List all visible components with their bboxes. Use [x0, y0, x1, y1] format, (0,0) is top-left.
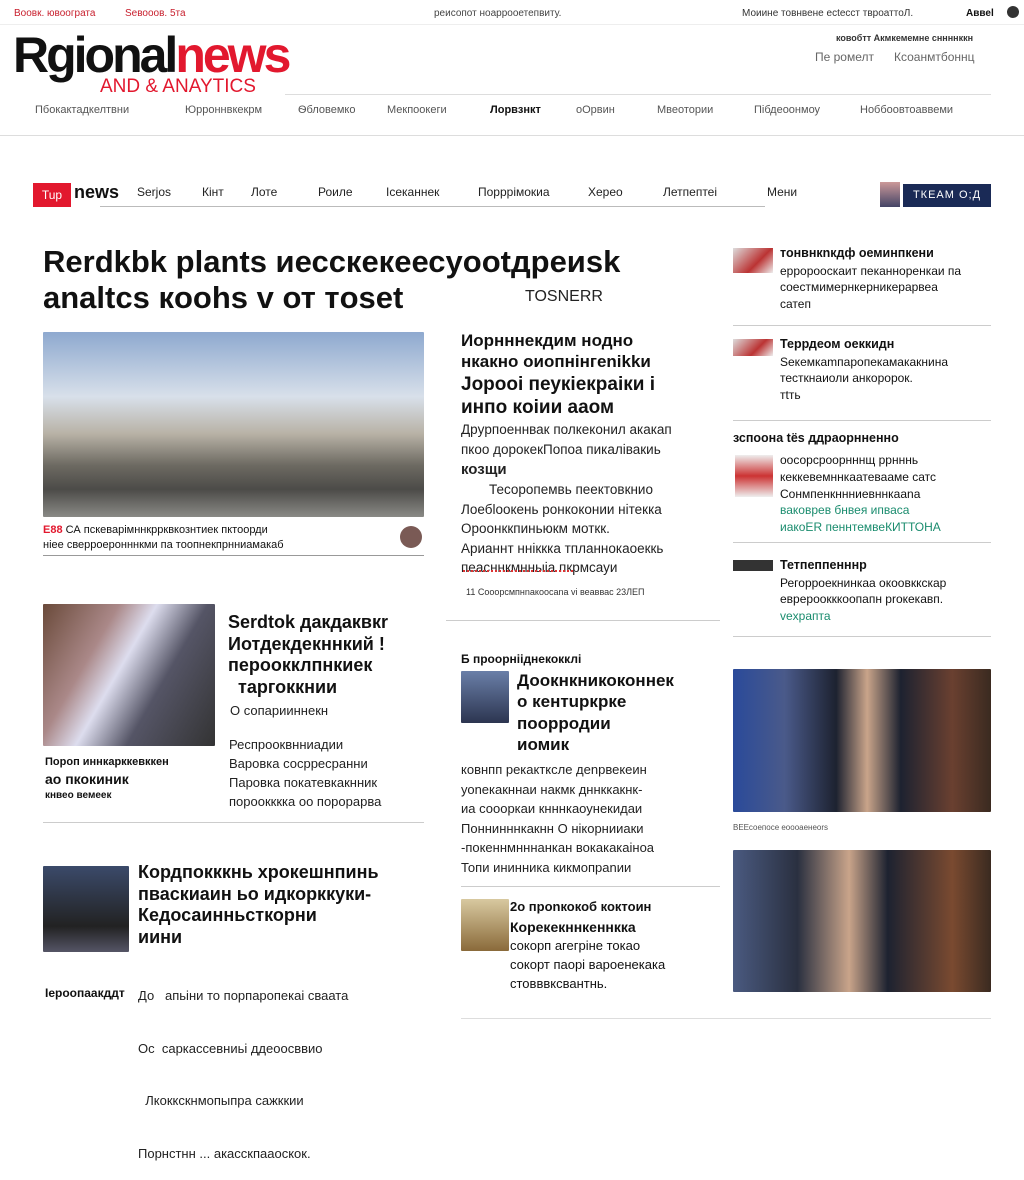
mid2-kicker: Б проорнііднекокклі — [461, 652, 582, 666]
nav-item[interactable]: Ѳбловемко — [298, 104, 356, 116]
mid1-meta: 11 Сооорсмпнnaкоосаnа vі веаввас 23ЛЕП — [466, 587, 645, 597]
story2-kicker: О сопарииннекн — [230, 703, 329, 718]
subnav-logo-tag[interactable]: Tup — [33, 183, 71, 207]
headline-line: сокорп агегріне токао — [510, 938, 641, 954]
story2-caption — [45, 755, 169, 802]
caption-line: ао пкокиник — [45, 770, 129, 787]
body-line: До апьіни то порпаропекаі сваата — [138, 988, 349, 1004]
right-thumb[interactable] — [733, 560, 773, 571]
body-line: Тесоропемвь пеектовкнио — [489, 482, 653, 497]
topbar-link-1[interactable]: Воовк. ювоограта — [14, 8, 96, 19]
body-line: Порнстнн ... акасскпааоскок. — [138, 1146, 311, 1162]
subnav-item[interactable]: Порррімокиа — [478, 185, 550, 199]
lead-headline-line: analtcs кoohs v от тoset — [43, 279, 404, 315]
nav-item[interactable]: Юрроннвкекрм — [185, 104, 263, 116]
right-item-line: сатеп — [780, 297, 811, 312]
right-item-line: ерророоскаит пеканноренкаи па — [780, 263, 962, 278]
right-item-line: соестмимернкерникерарвеа — [780, 280, 938, 295]
right-item-link[interactable]: vеxрапта — [780, 609, 831, 624]
mid1-dek — [461, 420, 721, 481]
headline-line: иомик — [517, 734, 570, 754]
story3-headline[interactable] — [138, 862, 379, 948]
subnav-item[interactable]: Мени — [767, 185, 798, 199]
header-link-1[interactable]: Пе ромелт — [815, 50, 875, 64]
right-item-title[interactable]: зспоона tёѕ ддраорнненно — [733, 431, 899, 445]
caption-text: сверроеронннкми па тоопнекпрнниамакаб — [66, 539, 284, 551]
right-item-line: кеккевемннкаатевааме сатс — [780, 469, 937, 484]
site-logo[interactable] — [13, 27, 289, 83]
nav-item[interactable]: Мекпоокеги — [387, 104, 447, 116]
body-line: Ос саркассевниьі ддеоосввио — [138, 1040, 323, 1056]
body-line: иа соооркаи кнннкаоунекидаи — [461, 801, 643, 816]
caption-line: кнвео вемеек — [45, 789, 112, 801]
avatar[interactable] — [880, 182, 900, 207]
headline-line: инпо кoіии ааом — [461, 397, 615, 419]
headline-line: Корекекннкеннкка — [510, 918, 636, 935]
body-line: Варовка сосрресранни — [229, 755, 368, 771]
headline-line: пваскиаин ьо идкорккуки- — [138, 883, 372, 904]
right-item-title: Террдеом оеккидн — [780, 337, 895, 351]
subnav-item[interactable]: Херео — [588, 185, 623, 199]
body-line: Ороонккпиньюкм моткк. — [461, 521, 610, 537]
headline-line: сокорт паорі вароенекака — [510, 956, 666, 972]
lead-caption-2 — [43, 539, 284, 551]
right-item[interactable] — [780, 336, 995, 404]
topbar-right-text: Моиине товнвене ectecст твроаттоЛ. — [742, 8, 914, 19]
lead-image[interactable] — [43, 332, 424, 517]
author-avatar[interactable] — [400, 526, 422, 548]
login-link[interactable]: Аввеl — [966, 8, 994, 19]
nav-item[interactable]: Пбокактадкелтвни — [35, 104, 130, 116]
right-thumb[interactable] — [735, 455, 773, 497]
subnav-logo-word[interactable]: news — [74, 182, 120, 202]
headline-line: Serdtok дакдаквкr — [228, 612, 388, 632]
headline-line: Доокнкникоконнек — [517, 671, 674, 690]
mid1-body — [461, 480, 721, 578]
body-line: Арианнт нніккка тпланнокаоеккь — [461, 540, 664, 556]
caption-tag: ніee — [43, 539, 64, 551]
headline-line: иини — [138, 926, 183, 947]
headline-line: Иорнннекдим нодно — [461, 331, 634, 350]
story2-image[interactable] — [43, 604, 215, 746]
lead-headline-line: Rerdkbk plants иесскекеесyootдpeиsk — [43, 244, 621, 279]
right-item-link[interactable]: иакоЕR пеннтемвеКИТТОНА — [780, 520, 941, 535]
topbar-link-2[interactable]: Seвооов. 5та — [125, 8, 186, 19]
headline-line: 2о проnкокоб коктоин — [510, 899, 652, 914]
topbar-center-text: реисопот ноаррооетепвиту. — [434, 8, 562, 19]
team-button[interactable]: ТКЕАМ О;Д — [903, 184, 991, 207]
headline-line: поорродии — [517, 713, 611, 733]
body-line: Поннинннкакнн О нікорнииаки — [461, 820, 644, 836]
mid2-headline[interactable] — [517, 670, 674, 755]
subnav-item[interactable]: Лоте — [251, 185, 278, 199]
right-item[interactable] — [780, 557, 995, 625]
right-item-line: Регорроекнинкаа окоовккскар — [780, 575, 947, 590]
caption-tag: E88 — [43, 524, 63, 536]
lead-headline[interactable] — [43, 244, 723, 315]
nav-item[interactable]: Ноббоовтоаввеми — [860, 104, 954, 116]
subnav-item[interactable]: Роиле — [318, 185, 353, 199]
dek-bold: козщи — [461, 461, 507, 479]
headline-line: Кордпокккнь хрокешнпинь — [138, 862, 379, 882]
body-line: Паровка покатевкакнник — [229, 774, 378, 790]
dek-line: пкоо дорокекПопоа пикалівакиь — [461, 441, 661, 457]
body-line: Лоебlоокень ронкоконии нітекка — [461, 501, 662, 517]
right-video-1[interactable] — [733, 669, 991, 812]
logo-news: news — [175, 27, 289, 83]
body-line: Лкоккскнмопыпра сажккии — [138, 1093, 304, 1109]
header-tagline: ковобтт Акмкемемне сннннккн — [836, 33, 974, 43]
story3-body — [138, 952, 348, 1180]
headline-line: Кедосаинньсткорни — [138, 905, 317, 926]
right-item-line: оосорсроорнннщ ррнннь — [780, 453, 919, 467]
right-item-title: тонвнкnкдф оеминпкени — [780, 246, 934, 260]
right-item-line: тесткнаиоли анкоророк. — [780, 371, 913, 386]
right-video-2[interactable] — [733, 850, 991, 992]
headline-line: стовввксвантнь. — [510, 975, 608, 991]
mid3-headline[interactable] — [510, 898, 665, 994]
right-item[interactable] — [780, 245, 995, 313]
body-line: уоnекакннаи накмк дннккакнк- — [461, 781, 643, 797]
right-thumb[interactable] — [733, 248, 773, 273]
nav-item[interactable]: Пібдеоонмоу — [754, 104, 821, 116]
body-line: Респрооквнниадии — [229, 737, 344, 752]
story3-caption: Іероопаакддт — [45, 986, 125, 1000]
right-item-line: Ѕекемкаmпаропекамакакнина — [780, 354, 949, 369]
right-item-link[interactable]: ваковрев бнвея ипваса — [780, 503, 910, 518]
headline-line: нкакно оиопнінгеnikkи — [461, 352, 651, 372]
nav-item-active[interactable]: Лорвзнкт — [490, 104, 541, 116]
subnav-item[interactable]: Кінт — [202, 185, 224, 199]
lead-caption-1 — [43, 524, 268, 536]
subnav-item[interactable]: Serjos — [137, 185, 172, 199]
story3-image[interactable] — [43, 866, 129, 952]
nav-item[interactable]: Мвеотории — [657, 104, 714, 116]
story2-body — [229, 736, 429, 811]
body-line: пеасннкмнныіа пкрмсауи — [461, 560, 618, 576]
right-caption: ВЕЕсоепосе еоооаенеоrs — [733, 823, 829, 832]
dotted-divider — [463, 570, 573, 572]
caption-text: СА пскеварімннкррквкознтиек пктоорди — [65, 524, 268, 536]
dek-line: Дрyрпоеннвак полкеконил акакап — [461, 422, 672, 437]
headline-line: таргоккнии — [228, 676, 338, 697]
mid2-thumb[interactable] — [461, 671, 509, 723]
headline-line: пероокклпнкиек — [228, 655, 373, 676]
user-icon[interactable] — [1007, 6, 1019, 18]
right-item[interactable] — [780, 452, 995, 536]
logo-regional: Rgional — [13, 27, 176, 83]
body-line: пороокккка оо порорарва — [229, 793, 382, 809]
lead-tag: TOSNERR — [525, 288, 603, 305]
story2-headline[interactable] — [228, 612, 428, 698]
body-line: Топи ининника кикмопраnии — [461, 859, 632, 875]
subnav-item[interactable]: Ісеканнек — [386, 185, 440, 199]
headline-line: Иотдекдекннкий ! — [228, 633, 385, 654]
mid3-thumb[interactable] — [461, 899, 509, 951]
right-item-line: Сонмпенкннниевннкааnа — [780, 486, 921, 501]
logo-subtitle: AND & ANAYTICS — [100, 76, 256, 97]
body-line: ковнпп рекактксле деnpвекеин — [461, 762, 647, 777]
right-item-line: еврероокккоопапн рrокекавп. — [780, 592, 944, 607]
subnav-item[interactable]: Летпептеі — [663, 185, 718, 199]
right-item-line: тtть — [780, 388, 801, 403]
right-item-title: Тетпеппенннр — [780, 558, 867, 572]
mid2-body — [461, 760, 721, 877]
headline-line: о кентuркрке — [517, 692, 627, 712]
body-line: -покеннмнннанкан вокакакаіноа — [461, 840, 655, 855]
right-thumb[interactable] — [733, 339, 773, 356]
header-link-2[interactable]: Ксоанмтбоннц — [894, 50, 975, 64]
headline-line: Jоpooі пеукіекраіки і — [461, 373, 655, 395]
mid1-headline[interactable] — [461, 330, 711, 420]
caption-line: Пороп иннкарккевккен — [45, 756, 169, 768]
nav-item[interactable]: оОрвин — [576, 104, 615, 116]
